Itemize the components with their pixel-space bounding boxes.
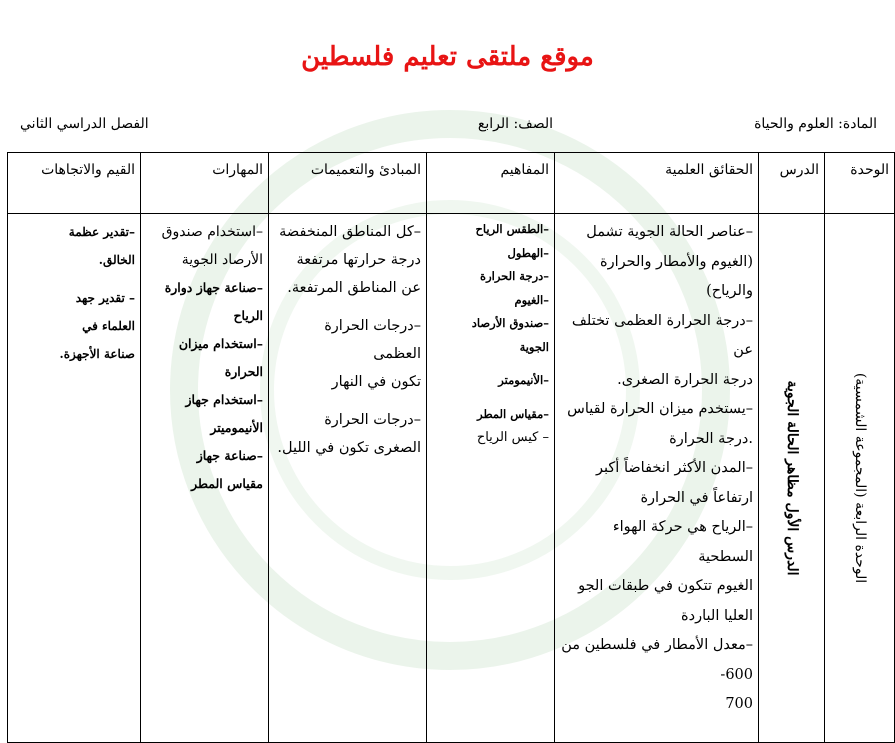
fact-line: –المدن الأكثر انخفاضاً أكبر bbox=[596, 460, 753, 476]
fact-line: 700 bbox=[725, 696, 753, 712]
skill-line: مقياس المطر bbox=[191, 476, 263, 491]
fact-line: درجة الحرارة الصغرى. bbox=[617, 371, 753, 388]
skill-line: الحرارة bbox=[224, 364, 263, 379]
skills-cell bbox=[141, 214, 269, 743]
site-title: موقع ملتقى تعليم فلسطين bbox=[301, 42, 594, 72]
principle-line: درجة حرارتها مرتفعة bbox=[296, 252, 421, 268]
principle-line: عن المناطق المرتفعة. bbox=[287, 280, 421, 296]
col-unit: الوحدة bbox=[825, 153, 895, 214]
concepts-cell bbox=[427, 214, 555, 743]
col-principles: المبادئ والتعميمات bbox=[269, 153, 427, 214]
fact-line: –الرياح هي حركة الهواء السطحية bbox=[612, 519, 753, 565]
skill-line: –استخدام ميزان bbox=[178, 336, 263, 351]
skill-line: –استخدام صندوق bbox=[161, 224, 263, 240]
spacer bbox=[432, 393, 549, 403]
table-header-row bbox=[8, 153, 895, 214]
value-line: صناعة الأجهزة. bbox=[59, 347, 135, 361]
lesson-plan-table bbox=[7, 152, 895, 743]
principle-line: –درجات الحرارة bbox=[324, 412, 421, 428]
concept-line: –مقياس المطر bbox=[477, 406, 549, 421]
col-lesson: الدرس bbox=[759, 153, 825, 214]
lesson-cell bbox=[759, 214, 825, 743]
concept-line: – كيس الرياح bbox=[476, 430, 549, 445]
spacer bbox=[274, 396, 421, 406]
table-row bbox=[8, 214, 895, 743]
fact-line: –معدل الأمطار في فلسطين من bbox=[561, 637, 753, 653]
fact-line: الغيوم تتكون في طبقات الجو bbox=[578, 578, 753, 594]
fact-line: العليا الباردة bbox=[681, 607, 753, 624]
value-line: العلماء في bbox=[82, 319, 135, 333]
concept-line: –الطقس الرياح bbox=[475, 222, 549, 236]
spacer bbox=[432, 359, 549, 369]
col-facts: الحقائق العلمية bbox=[555, 153, 759, 214]
fact-line: ارتفاعاً في الحرارة bbox=[640, 489, 753, 506]
concept-line: –صندوق الأرصاد bbox=[471, 316, 549, 330]
concept-line: –الغيوم bbox=[514, 292, 549, 307]
value-line: – تقدير جهد bbox=[75, 291, 135, 305]
principle-line: الصغرى تكون في الليل. bbox=[277, 440, 421, 456]
skill-line: –صناعة جهاز bbox=[196, 448, 263, 463]
principle-line: –كل المناطق المنخفضة bbox=[279, 224, 421, 240]
fact-line: –درجة الحرارة العظمى تختلف عن bbox=[571, 312, 753, 358]
spacer bbox=[13, 274, 135, 284]
fact-line: –عناصر الحالة الجوية تشمل bbox=[586, 224, 753, 240]
value-line: الخالق. bbox=[98, 253, 135, 267]
concept-line: –الأنيمومتر bbox=[498, 373, 549, 387]
fact-line: (الغيوم والأمطار والحرارة والرياح) bbox=[600, 253, 753, 299]
subject-label: المادة: العلوم والحياة bbox=[754, 116, 877, 132]
concept-line: –الهطول bbox=[507, 245, 549, 260]
unit-cell bbox=[825, 214, 895, 743]
fact-line: 600- bbox=[720, 666, 753, 683]
skill-line: –استخدام جهاز bbox=[185, 392, 263, 407]
fact-line: .درجة الحرارة bbox=[669, 430, 753, 447]
facts-cell bbox=[555, 214, 759, 743]
principle-line: تكون في النهار bbox=[331, 374, 421, 390]
values-cell bbox=[8, 214, 141, 743]
unit-text: الوحدة الرابعة (المجموعة الشمسية) bbox=[851, 372, 868, 584]
spacer bbox=[274, 302, 421, 312]
concept-line: الجوية bbox=[519, 339, 549, 354]
skill-line: الأنيموميتر bbox=[210, 420, 263, 435]
skill-line: –صناعة جهاز دوارة bbox=[164, 280, 263, 295]
semester-label: الفصل الدراسي الثاني bbox=[20, 116, 149, 132]
concept-line: –درجة الحرارة bbox=[480, 269, 549, 283]
col-values: القيم والاتجاهات bbox=[8, 153, 141, 214]
skill-line: الرياح bbox=[233, 308, 263, 323]
principle-line: –درجات الحرارة العظمى bbox=[324, 318, 421, 362]
principles-cell bbox=[269, 214, 427, 743]
grade-label: الصف: الرابع bbox=[477, 116, 553, 132]
col-skills: المهارات bbox=[141, 153, 269, 214]
lesson-text: الدرس الأول مظاهر الحالة الجوية bbox=[783, 380, 800, 576]
col-concepts: المفاهيم bbox=[427, 153, 555, 214]
fact-line: –يستخدم ميزان الحرارة لقياس bbox=[567, 401, 753, 417]
value-line: –تقدير عظمة bbox=[68, 225, 135, 239]
skill-line: الأرصاد الجوية bbox=[181, 252, 263, 268]
